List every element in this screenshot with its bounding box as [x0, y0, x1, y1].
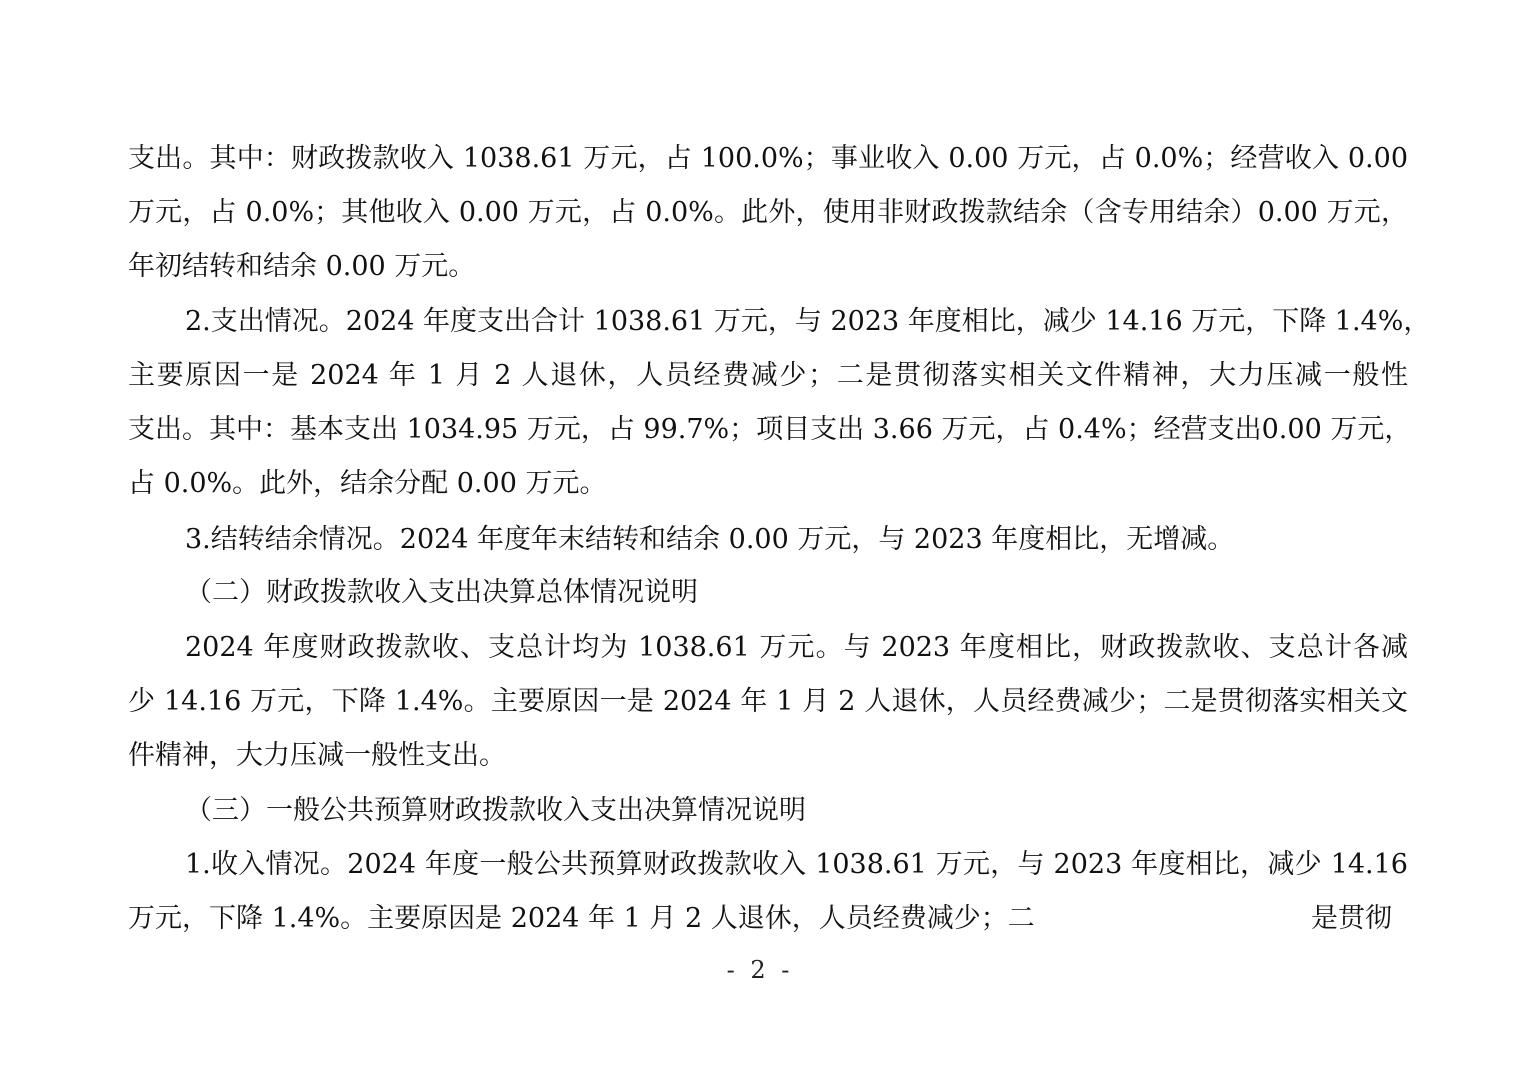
text-line-7: 占 0.0%。此外，结余分配 0.00 万元。	[128, 468, 607, 499]
text-line-10: 2024 年度财政拨款收、支总计均为 1038.61 万元。与 2023 年度相比，财政拨款收、支总计各减	[185, 632, 1408, 663]
text-line-15	[128, 903, 1392, 935]
text-line-3: 年初结转和结余 0.00 万元。	[128, 251, 476, 282]
text-line-11: 少 14.16 万元，下降 1.4%。主要原因一是 2024 年 1 月 2 人退休，人员经费减少；二是贯彻落实相关文	[128, 686, 1408, 717]
section-heading-2: （二）财政拨款收入支出决算总体情况说明	[185, 577, 698, 608]
text-line-15-right: 是贯彻	[1311, 903, 1392, 934]
text-line-15-left: 万元，下降 1.4%。主要原因是 2024 年 1 月 2 人退休，人员经费减少；二	[128, 903, 1035, 934]
text-line-8: 3.结转结余情况。2024 年度年末结转和结余 0.00 万元，与 2023 年度相比，无增减。	[185, 524, 1235, 555]
text-line-6: 支出。其中：基本支出 1034.95 万元，占 99.7%；项目支出 3.66 万元，占 0.4%；经营支出0.00 万元，	[128, 414, 1412, 445]
section-heading-3: （三）一般公共预算财政拨款收入支出决算情况说明	[185, 795, 806, 826]
text-line-1: 支出。其中：财政拨款收入 1038.61 万元，占 100.0%；事业收入 0.00 万元，占 0.0%；经营收入 0.00	[128, 143, 1408, 174]
page-number: - 2 -	[726, 956, 794, 984]
text-line-12: 件精神，大力压减一般性支出。	[128, 740, 506, 771]
text-line-4: 2.支出情况。2024 年度支出合计 1038.61 万元，与 2023 年度相比，减少 14.16 万元，下降 1.4%，	[185, 306, 1431, 337]
text-line-5: 主要原因一是 2024 年 1 月 2 人退休，人员经费减少；二是贯彻落实相关文件精神，大力压减一般性	[128, 360, 1408, 391]
text-line-2: 万元，占 0.0%；其他收入 0.00 万元，占 0.0%。此外，使用非财政拨款结余（含专用结余）0.00 万元，	[128, 197, 1408, 228]
text-line-14: 1.收入情况。2024 年度一般公共预算财政拨款收入 1038.61 万元，与 2023 年度相比，减少 14.16	[185, 849, 1408, 880]
